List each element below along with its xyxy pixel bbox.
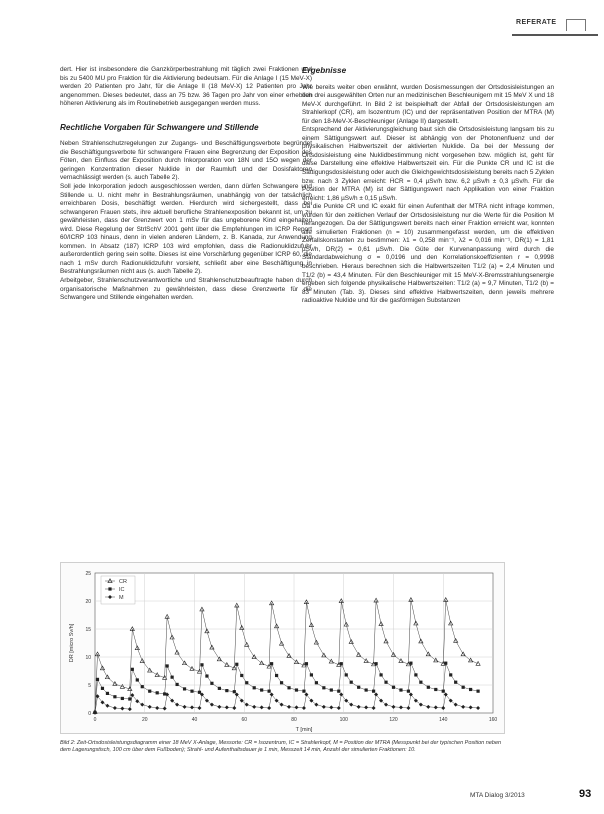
y-axis-label: DR [micro Sv/h]: [69, 623, 75, 663]
data-point-ic: [454, 681, 457, 684]
data-point-ic: [340, 662, 343, 665]
section-label: REFERATE: [516, 19, 557, 26]
data-point-ic: [462, 686, 465, 689]
figure-caption: Bild 2: Zeit-Ortsdosisleistungsdiagramm einer 18 MeV X-Anlage, Messorte: CR = Isozentrum, IC = Strahlerkopf, M = Position der MTRA (Messpunkt bei der typischen Position neben dem Lagerungstisch, 100 cm über dem Fußboden); Strahl- und Aufenthaltsdauer je 1 min, Messzeit 14 min, Anzahl der simulierten Fraktionen: 10.: [60, 740, 502, 754]
legend-label: CR: [119, 579, 127, 585]
y-tick-label: 20: [85, 598, 91, 605]
data-point-ic: [476, 690, 479, 693]
data-point-ic: [315, 681, 318, 684]
data-point-ic: [210, 682, 213, 685]
data-point-ic: [218, 687, 221, 690]
data-point-ic: [156, 691, 159, 694]
data-point-ic: [233, 690, 236, 693]
data-point-ic: [365, 688, 368, 691]
chart-svg: [61, 563, 506, 735]
data-point-ic: [287, 686, 290, 689]
legend-marker: [108, 587, 111, 590]
data-point-ic: [198, 691, 201, 694]
data-point-ic: [240, 674, 243, 677]
data-point-ic: [106, 692, 109, 695]
data-point-ic: [113, 695, 116, 698]
left-heading: Rechtliche Vorgaben für Schwangere und Stillende: [60, 122, 259, 132]
data-point-ic: [190, 690, 193, 693]
data-point-ic: [148, 690, 151, 693]
right-heading: Ergebnisse: [302, 66, 347, 75]
data-point-ic: [434, 688, 437, 691]
data-point-ic: [253, 686, 256, 689]
x-axis-label: T [min]: [295, 727, 313, 733]
legend-box: [101, 576, 135, 604]
x-tick-label: 0: [93, 717, 97, 723]
left-paragraph-2: Neben Strahlenschutzregelungen zur Zugangs- und Beschäftigungsverbote begründet die Beschäftigungsverbote für schwangere Frauen eine Begrenzung der Exposition des Föten, den Einfluss der Exposition durch Inkorporation von 18N und 15O wegen der geringen Konzentration dieser Nuklide in der Raumluft und der Dosisfaktoren vernachlässigt werden (s. auch Tabelle 2).: [60, 140, 312, 182]
data-point-ic: [407, 690, 410, 693]
data-point-ic: [260, 688, 263, 691]
y-tick-label: 0: [88, 710, 91, 717]
data-point-ic: [245, 681, 248, 684]
x-tick-label: 120: [389, 717, 398, 723]
data-point-ic: [330, 688, 333, 691]
data-point-ic: [141, 685, 144, 688]
right-paragraph-2: Entsprechend der Aktivierungsgleichung baut sich die Ortsdosisleistung langsam bis zu einem Sättigungswert auf. Dieser ist abhängig von der Photonenfluenz und der physikalischen Halbwertszeit der aktivierten Nuklide. Da bei der Messung der Ortsdosisleistung eine Nuklidbestimmung nicht vorgesehen bzw. möglich ist, geht für diese Darstellung eine effektive Halbwertszeit ein. Für die Punkte CR und IC ist die Sättigungsdosisleistung oder auch die Gleichgewichtsdosisleistung bereits nach 5 Zyklen bzw. nach 3 Zyklen erreicht: ḢCR = 0,4 µSv/h bzw. 6,2 µSv/h ± 0,3 µSv/h. Für die Position der MTRA (M) ist der Sättigungswert nach Applikation von einer Fraktion erreicht: 1,86 µSv/h ± 0,15 µSv/h.: [302, 126, 554, 202]
data-point-ic: [235, 663, 238, 666]
data-point-ic: [175, 683, 178, 686]
x-tick-label: 140: [439, 717, 448, 723]
y-tick-label: 25: [85, 570, 91, 577]
data-point-ic: [379, 673, 382, 676]
data-point-ic: [409, 662, 412, 665]
left-paragraph-3: Soll jede Inkorporation jedoch ausgeschlossen werden, dann dürfen Schwangere und Stillende u. U. nicht mehr in Bestrahlungsräumen, unabhängig von der tatsächlich erreichbaren Dosis, beschäftigt werden. Hierdurch wird sichergestellt, dass bei schwangeren Frauen stets, ihre aktuell berufliche Strahlenexposition bekannt ist, um zu gewährleisten, dass der Grenzwert von 1 mSv für das ungeborene Kind eingehalten wird. Diese Regelung der StrlSchV 2001 geht über die Empfehlungen im ICRP Report 60/ICRP 103 hinaus, denn in vielen anderen Ländern, z. B. Kanada, zur Anwendung kommen. In Absatz (187) ICRP 103 wird empfohlen, dass die Radionuklidzufuhr außerordentlich gering sein sollte. Dieses ist eine Vorschärfung gegenüber ICRP 60, die nach 1 mSv durch Radionuklidzufuhr vorsieht, schließt aber eine Beschäftigung in Bestrahlungsräumen nicht aus (s. auch Tabelle 2).: [60, 182, 312, 276]
legend-label: M: [119, 595, 124, 601]
data-point-ic: [310, 673, 313, 676]
data-point-ic: [302, 690, 305, 693]
data-point-ic: [384, 681, 387, 684]
x-tick-label: 80: [291, 717, 297, 723]
data-point-ic: [444, 662, 447, 665]
x-tick-label: 160: [488, 717, 498, 723]
data-point-ic: [372, 690, 375, 693]
data-point-ic: [128, 697, 131, 700]
data-point-ic: [275, 674, 278, 677]
data-point-ic: [345, 673, 348, 676]
data-point-ic: [399, 688, 402, 691]
data-point-ic: [96, 678, 99, 681]
data-point-ic: [322, 686, 325, 689]
data-point-ic: [374, 662, 377, 665]
y-tick-label: 5: [88, 682, 91, 689]
legend-label: IC: [119, 587, 125, 593]
page-number: 93: [579, 788, 592, 800]
data-point-ic: [305, 662, 308, 665]
data-point-ic: [449, 673, 452, 676]
data-point-ic: [225, 689, 228, 692]
x-tick-label: 60: [241, 717, 248, 723]
y-tick-label: 15: [85, 626, 91, 633]
dose-rate-chart: [60, 562, 505, 734]
data-point-ic: [171, 676, 174, 679]
x-tick-label: 40: [191, 717, 198, 723]
right-paragraph-3: Da die Punkte CR und IC exakt für einen Aufenthalt der MTRA nicht infrage kommen, wurden für den zeitlichen Verlauf der Ortsdosisleistung nur die Werte für die Position M herangezogen. Da der Sättigungswert bereits nach einer Fraktion erreicht war, konnten alle simulierten Fraktionen (n = 10) zusammengefasst werden, um die effektiven Zerfallskonstanten zu bestimmen: λ1 = 0,258 min⁻¹, λ2 = 0,016 min⁻¹, DR(1) = 1,81 µSv/h, DR(2) = 0,61 µSv/h. Die Güte der Kurvenanpassung wird durch die Standardabweichung σ = 0,0196 und den Korrelationskoeffizienten r = 0,9998 beschrieben. Hieraus berechnen sich die Halbwertszeiten T1/2 (a) = 2,4 Minuten und T1/2 (b) = 43,4 Minuten. Für den Beschleuniger mit 15 MeV-X-Bremsstrahlungsenergie ergeben sich folgende physikalische Halbwertszeiten: T1/2 (a) = 9,7 Minuten, T1/2 (b) = 83 Minuten (Tab. 3). Dieses sind effektive Halbwertszeiten, denn jeweils mehrere radioaktive Nuklide und für die gasförmigen Substanzen: [302, 203, 554, 305]
y-tick-label: 10: [85, 654, 91, 661]
data-point-ic: [136, 678, 139, 681]
data-point-ic: [442, 690, 445, 693]
data-point-ic: [295, 688, 298, 691]
data-point-ic: [166, 664, 169, 667]
data-point-ic: [469, 688, 472, 691]
section-marker: [566, 19, 586, 31]
x-tick-label: 100: [339, 717, 348, 723]
data-point-ic: [121, 697, 124, 700]
left-column: [60, 66, 312, 303]
data-point-ic: [427, 686, 430, 689]
data-point-ic: [270, 662, 273, 665]
data-point-ic: [414, 673, 417, 676]
footer-journal: MTA Dialog 3/2013: [470, 792, 525, 799]
left-paragraph-1: dert. Hier ist insbesondere die Ganzkörperbestrahlung mit täglich zwei Fraktionen und bis zu 5400 MU pro Fraktion für die Aktivierung bedeutsam. Für die Anlage I (15 MeV-X) werden 20 Patienten pro Jahr, für die Anlage II (18 MeV-X) 12 Patienten pro Jahr angenommen. Dieses bedeutet, dass an 75 bzw. 36 Tagen pro Jahr von einer erheblich höheren Aktivierung als im Routinebetrieb ausgegangen werden muss.: [60, 66, 312, 108]
left-paragraph-4: Arbeitgeber, Strahlenschutzverantwortliche und Strahlenschutzbeauftragte haben durch organisatorische Maßnahmen zu gewährleisten, dass diese Grenzwerte für die Schwangere und Stillende eingehalten werden.: [60, 276, 312, 302]
data-point-ic: [392, 686, 395, 689]
data-point-ic: [280, 681, 283, 684]
right-column: [302, 66, 554, 306]
x-tick-label: 20: [141, 717, 148, 723]
data-point-ic: [205, 674, 208, 677]
right-paragraph-1: Wie bereits weiter oben erwähnt, wurden Dosismessungen der Ortsdosisleistungen an den drei ausgewählten Orten nur an medizinischen Beschleunigern mit 15 MeV X und 18 MeV-X durchgeführt. In Bild 2 ist beispielhaft der Abfall der Ortsdosisleistungen am Strahlerkopf (CR), am Isozentrum (IC) und der repräsentativen Position der MTRA (M) für den 18-MeV-X-Beschleuniger (Anlage II) dargestellt.: [302, 83, 554, 125]
data-point-ic: [183, 687, 186, 690]
data-point-ic: [268, 690, 271, 693]
data-point-ic: [101, 687, 104, 690]
data-point-ic: [131, 668, 134, 671]
data-point-ic: [350, 681, 353, 684]
data-point-ic: [419, 681, 422, 684]
data-point-ic: [200, 663, 203, 666]
data-point-ic: [337, 690, 340, 693]
data-point-ic: [357, 686, 360, 689]
